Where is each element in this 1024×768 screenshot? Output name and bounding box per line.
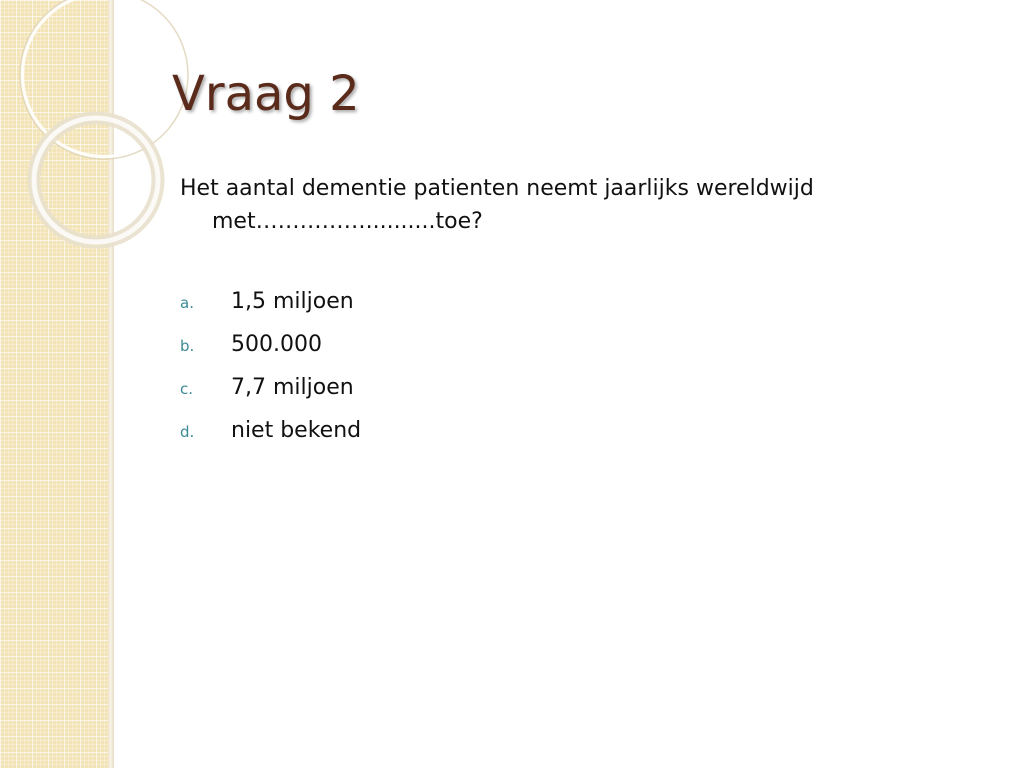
answer-option-a bbox=[180, 289, 361, 332]
slide-title: Vraag 2 bbox=[172, 66, 360, 122]
decorative-rings bbox=[0, 0, 200, 260]
option-text: 500.000 bbox=[231, 332, 322, 357]
option-marker: a. bbox=[180, 294, 194, 312]
question-text: Het aantal dementie patienten neemt jaarlijks wereldwijd met……………..........toe? bbox=[180, 176, 814, 234]
answer-option-c bbox=[180, 375, 361, 418]
option-text: 1,5 miljoen bbox=[231, 289, 354, 314]
option-text: 7,7 miljoen bbox=[231, 375, 354, 400]
option-marker: c. bbox=[180, 380, 194, 398]
option-marker: d. bbox=[180, 423, 195, 441]
option-text: niet bekend bbox=[231, 418, 362, 443]
answer-options bbox=[180, 289, 361, 461]
answer-option-b bbox=[180, 332, 361, 375]
answer-option-d bbox=[180, 418, 361, 461]
option-marker: b. bbox=[180, 337, 195, 355]
lower-ring-highlight bbox=[34, 118, 158, 242]
